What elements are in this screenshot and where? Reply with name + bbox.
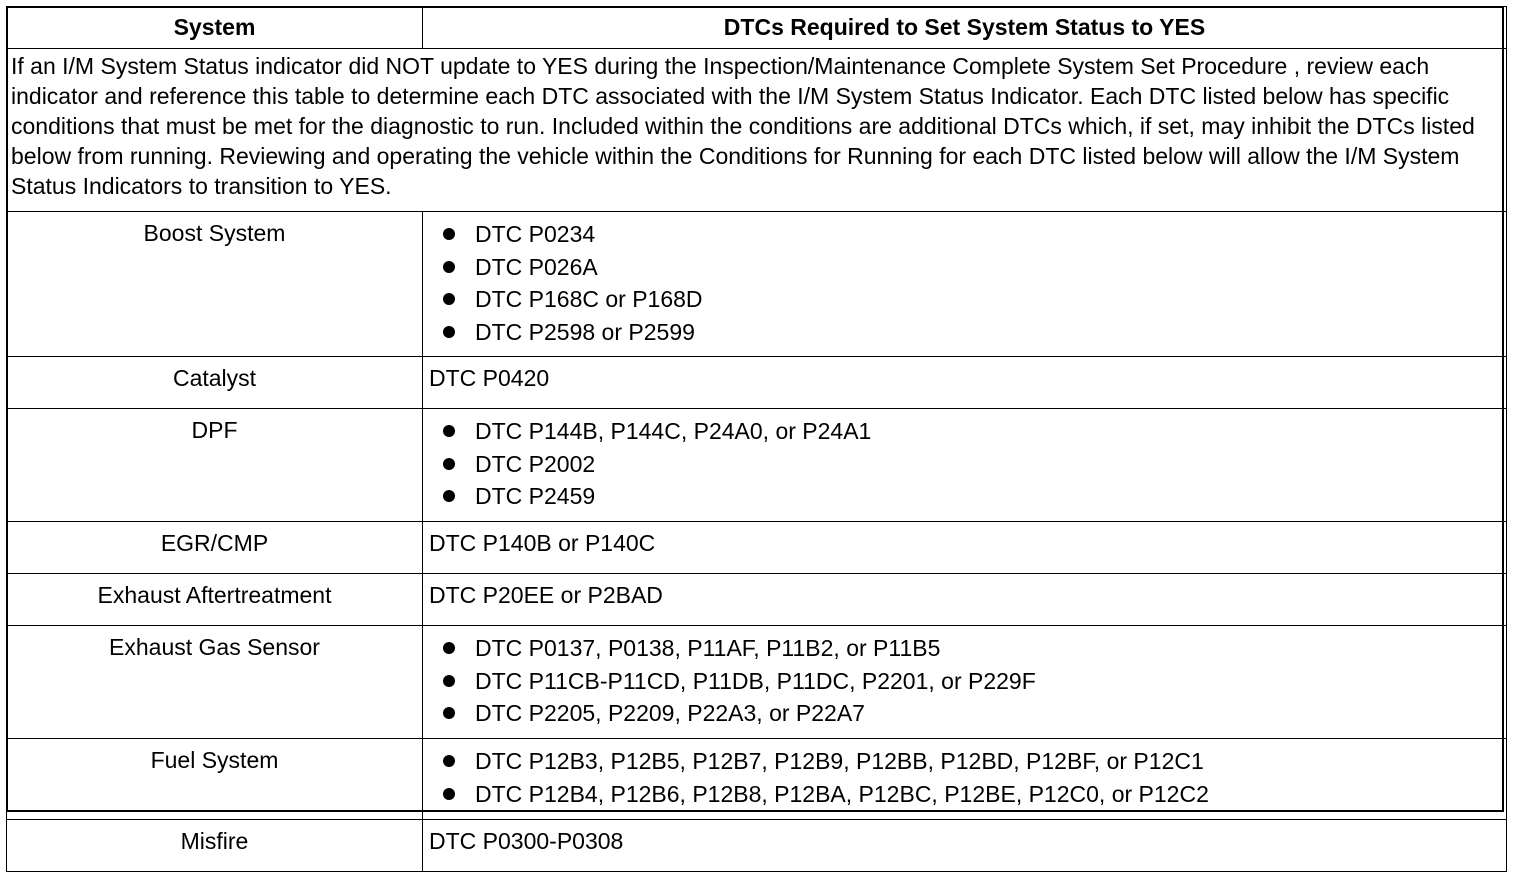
system-name: Boost System [7,212,423,357]
dtc-item: DTC P12B3, P12B5, P12B7, P12B9, P12BB, P12BD, P12BF, or P12C1 [475,748,1204,774]
system-name: Misfire [7,820,423,872]
system-name: Exhaust Gas Sensor [7,626,423,739]
header-system: System [7,7,423,49]
system-name: Exhaust Aftertreatment [7,574,423,626]
header-dtcs: DTCs Required to Set System Status to YES [423,7,1507,49]
dtc-item: DTC P144B, P144C, P24A0, or P24A1 [475,418,872,444]
dtc-item: DTC P168C or P168D [475,286,703,312]
dtc-text: DTC P0420 [423,357,1507,409]
instruction-note: If an I/M System Status indicator did NOT update to YES during the Inspection/Maintenance Complete System Set Procedure , review each indicator and reference this table to determine each DTC associated with the I/M System Status Indicator. Each DTC listed below has specific conditions that must be met for the diagnostic to run. Included within the conditions are additional DTCs which, if set, may inhibit the DTCs listed below from running. Reviewing and operating the vehicle within the Conditions for Running for each DTC listed below will allow the I/M System Status Indicators to transition to YES. [7,49,1507,212]
system-name: Catalyst [7,357,423,409]
dtc-item: DTC P0234 [475,221,596,247]
dtc-item: DTC P2598 or P2599 [475,318,695,345]
dtc-item: DTC P12B4, P12B6, P12B8, P12BA, P12BC, P12BE, P12C0, or P12C2 [475,780,1209,807]
dtc-text: DTC P0300-P0308 [423,820,1507,872]
table-row [7,820,1507,872]
system-name: EGR/CMP [7,522,423,574]
dtc-text: DTC P140B or P140C [423,522,1507,574]
dtc-text: DTC P20EE or P2BAD [423,574,1507,626]
system-name: DPF [7,409,423,522]
dtc-item: DTC P2205, P2209, P22A3, or P22A7 [475,700,865,726]
dtc-item: DTC P2459 [475,483,596,509]
table-outer-border [6,6,1504,812]
dtc-item: DTC P0137, P0138, P11AF, P11B2, or P11B5 [475,635,941,661]
dtc-item: DTC P11CB-P11CD, P11DB, P11DC, P2201, or P229F [475,667,1036,694]
system-name: Fuel System [7,739,423,820]
dtc-item: DTC P026A [475,253,598,280]
dtc-item: DTC P2002 [475,450,596,477]
